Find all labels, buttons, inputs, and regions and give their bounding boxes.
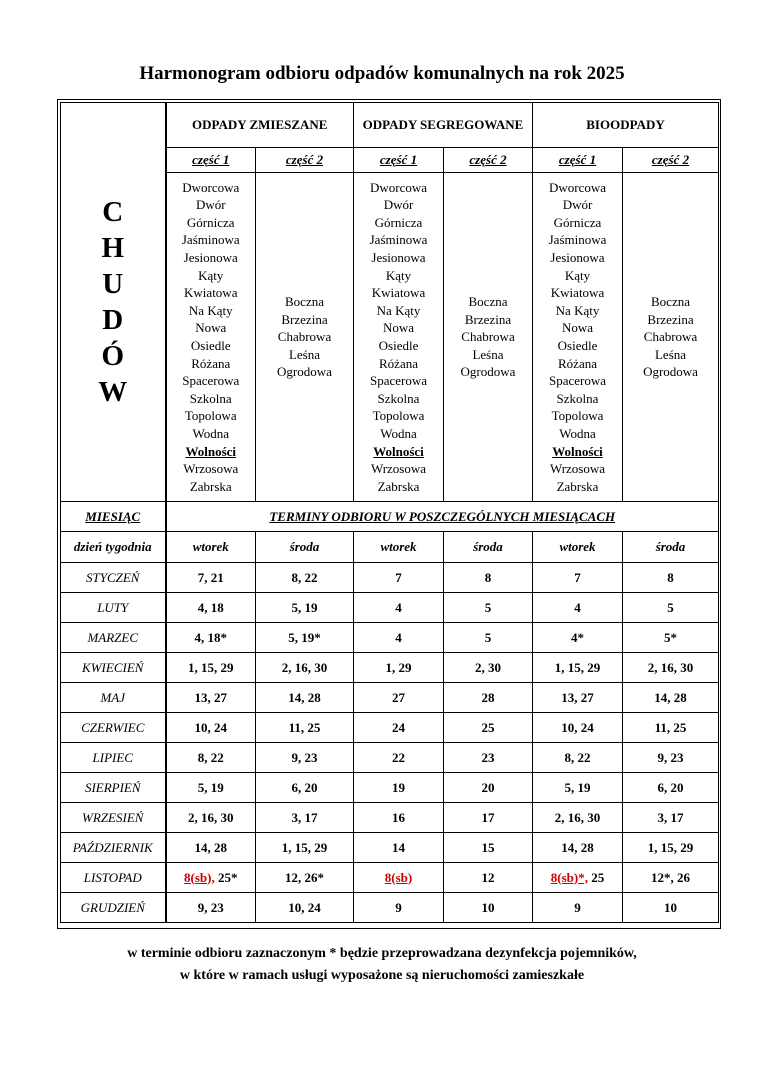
street-name: Chabrowa [643, 329, 698, 345]
street-name: Boczna [468, 294, 508, 310]
streets-part2 [256, 173, 354, 502]
pickup-dates: 2, 16, 30 [166, 803, 256, 833]
pickup-dates: 1, 15, 29 [256, 833, 354, 863]
pickup-dates: 4, 18* [166, 623, 256, 653]
street-name: Spacerowa [548, 373, 607, 389]
streets-part1 [354, 173, 444, 502]
month-row [61, 683, 719, 713]
street-name: Nowa [561, 320, 594, 336]
day-header: dzień tygodnia [61, 532, 166, 563]
pickup-dates-rest: 25* [217, 869, 238, 885]
day-label: wtorek [354, 532, 444, 563]
street-name: Szkolna [556, 390, 599, 406]
month-name: GRUDZIEŃ [61, 893, 166, 923]
street-name: Leśna [288, 346, 321, 362]
street-name: Chabrowa [461, 329, 515, 345]
street-name: Na Kąty [376, 302, 421, 318]
street-name: Jesionowa [183, 250, 238, 266]
category-bio: BIOODPADY [533, 103, 719, 148]
street-name: Leśna [654, 346, 687, 362]
street-name: Kąty [385, 267, 412, 283]
month-name: WRZESIEŃ [61, 803, 166, 833]
pickup-dates: 10, 24 [533, 713, 623, 743]
saturday-date: 8(sb), [184, 869, 215, 885]
pickup-dates: 5 [444, 623, 533, 653]
street-name: Ogrodowa [643, 364, 698, 380]
street-name: Kwiatowa [550, 285, 605, 301]
street-name: Dworcowa [548, 179, 607, 195]
street-name: Szkolna [189, 390, 232, 406]
street-name: Kwiatowa [371, 285, 426, 301]
pickup-dates: 6, 20 [256, 773, 354, 803]
street-name: Wodna [380, 425, 417, 441]
document-title: Harmonogram odbioru odpadów komunalnych na rok 2025 [139, 63, 625, 84]
street-name: Nowa [382, 320, 415, 336]
street-name: Ogrodowa [460, 364, 516, 380]
pickup-dates: 24 [354, 713, 444, 743]
town-letter: U [102, 268, 124, 300]
note-line-2: w które w ramach usługi wyposażone są nieruchomości zamieszkałe [179, 968, 585, 983]
street-name: Nowa [195, 320, 227, 336]
pickup-dates: 16 [354, 803, 444, 833]
pickup-dates: 9 [354, 893, 444, 923]
street-name: Jaśminowa [548, 232, 607, 248]
pickup-dates: 14, 28 [166, 833, 256, 863]
pickup-dates: 5 [444, 593, 533, 623]
pickup-dates-rest: 25 [591, 869, 605, 885]
streets-part1 [166, 173, 256, 502]
street-name: Topolowa [372, 408, 425, 424]
pickup-dates: 25 [444, 713, 533, 743]
month-name: STYCZEŃ [61, 563, 166, 593]
street-name: Osiedle [557, 338, 598, 353]
street-name: Dworcowa [182, 179, 240, 195]
category-segregated: ODPADY SEGREGOWANE [354, 103, 533, 148]
month-row [61, 773, 719, 803]
pickup-dates: 10 [444, 893, 533, 923]
pickup-dates: 19 [354, 773, 444, 803]
pickup-dates: 9, 23 [256, 743, 354, 773]
street-name: Zabrska [556, 478, 599, 494]
month-row [61, 593, 719, 623]
month-row [61, 563, 719, 593]
pickup-dates: 3, 17 [256, 803, 354, 833]
month-name: LUTY [61, 593, 166, 623]
part-label: część 2 [623, 148, 719, 173]
pickup-dates: 4 [354, 623, 444, 653]
month-name: KWIECIEŃ [61, 653, 166, 683]
pickup-dates: 20 [444, 773, 533, 803]
street-name: Górnicza [553, 214, 602, 230]
street-name: Brzezina [647, 311, 694, 327]
street-name: Różana [191, 355, 231, 371]
pickup-dates: 23 [444, 743, 533, 773]
street-name: Wrzosowa [183, 461, 239, 477]
month-header: MIESIĄC [61, 502, 166, 532]
street-name: Różana [379, 355, 418, 371]
pickup-dates: 9, 23 [166, 893, 256, 923]
pickup-dates: 8 [444, 563, 533, 593]
street-name: Wrzosowa [370, 461, 427, 477]
month-row [61, 653, 719, 683]
street-name: Kwiatowa [184, 285, 238, 301]
month-name: LISTOPAD [61, 863, 166, 893]
pickup-dates: 17 [444, 803, 533, 833]
month-name: LIPIEC [61, 743, 166, 773]
pickup-dates: 14, 28 [256, 683, 354, 713]
pickup-dates: 2, 16, 30 [623, 653, 719, 683]
month-name: SIERPIEŃ [61, 773, 166, 803]
month-row [61, 833, 719, 863]
street-name: Wodna [559, 425, 596, 441]
street-name: Wolności [373, 443, 424, 459]
town-cell [61, 103, 166, 502]
pickup-dates: 4, 18 [166, 593, 256, 623]
pickup-dates: 14, 28 [623, 683, 719, 713]
street-name: Wolności [552, 443, 603, 459]
street-name: Dwór [562, 197, 593, 213]
pickup-dates: 22 [354, 743, 444, 773]
pickup-dates: 10, 24 [256, 893, 354, 923]
pickup-dates: 8, 22 [533, 743, 623, 773]
street-name: Wrzosowa [549, 461, 606, 477]
day-label: środa [256, 532, 354, 563]
pickup-dates: 4 [533, 593, 623, 623]
terms-header: TERMINY ODBIORU W POSZCZEGÓLNYCH MIESIĄCACH [166, 502, 719, 532]
street-name: Osiedle [190, 338, 231, 353]
street-name: Topolowa [551, 408, 604, 424]
street-name: Zabrska [189, 478, 232, 494]
streets-part1 [533, 173, 623, 502]
street-name: Brzezina [281, 311, 328, 327]
street-name: Różana [558, 355, 597, 371]
part-label: część 1 [354, 148, 444, 173]
pickup-dates: 1, 15, 29 [623, 833, 719, 863]
pickup-dates: 13, 27 [533, 683, 623, 713]
street-name: Kąty [198, 267, 224, 283]
note-line-1: w terminie odbioru zaznaczonym * będzie przeprowadzana dezynfekcja pojemników, [127, 946, 637, 961]
month-row [61, 803, 719, 833]
pickup-dates: 14, 28 [533, 833, 623, 863]
street-name: Górnicza [186, 214, 235, 230]
pickup-dates: 28 [444, 683, 533, 713]
town-letters [61, 194, 165, 410]
street-name: Zabrska [377, 478, 420, 494]
pickup-dates: 8 [623, 563, 719, 593]
streets-part2 [623, 173, 719, 502]
month-row [61, 713, 719, 743]
street-name: Topolowa [184, 408, 237, 424]
day-label: wtorek [533, 532, 623, 563]
street-name: Jesionowa [550, 250, 605, 266]
pickup-dates: 13, 27 [166, 683, 256, 713]
pickup-dates [166, 863, 256, 893]
pickup-dates: 11, 25 [256, 713, 354, 743]
part-label: część 1 [533, 148, 623, 173]
month-row [61, 893, 719, 923]
month-name: CZERWIEC [61, 713, 166, 743]
month-row [61, 623, 719, 653]
street-name: Dwór [383, 197, 414, 213]
pickup-dates: 2, 16, 30 [256, 653, 354, 683]
pickup-dates: 1, 29 [354, 653, 444, 683]
street-name: Szkolna [377, 390, 420, 406]
month-name: MAJ [61, 683, 166, 713]
pickup-dates [533, 863, 623, 893]
town-letter: C [102, 196, 124, 228]
pickup-dates: 8, 22 [166, 743, 256, 773]
pickup-dates: 14 [354, 833, 444, 863]
pickup-dates: 11, 25 [623, 713, 719, 743]
pickup-dates: 3, 17 [623, 803, 719, 833]
pickup-dates: 7 [354, 563, 444, 593]
street-name: Chabrowa [277, 329, 332, 345]
saturday-date: 8(sb)*, [550, 869, 588, 885]
pickup-dates: 2, 16, 30 [533, 803, 623, 833]
month-name: MARZEC [61, 623, 166, 653]
street-name: Kąty [564, 267, 591, 283]
pickup-dates: 4* [533, 623, 623, 653]
pickup-dates: 5, 19 [533, 773, 623, 803]
pickup-dates: 9 [533, 893, 623, 923]
street-name: Ogrodowa [277, 364, 332, 380]
month-row [61, 863, 719, 893]
pickup-dates: 7 [533, 563, 623, 593]
street-name: Wolności [185, 443, 237, 459]
month-name: PAŹDZIERNIK [61, 833, 166, 863]
pickup-dates: 6, 20 [623, 773, 719, 803]
day-label: wtorek [166, 532, 256, 563]
part-label: część 2 [444, 148, 533, 173]
street-name: Spacerowa [182, 373, 240, 389]
pickup-dates: 2, 30 [444, 653, 533, 683]
category-mixed: ODPADY ZMIESZANE [166, 103, 354, 148]
street-name: Leśna [472, 346, 504, 362]
street-name: Górnicza [374, 214, 423, 230]
pickup-dates: 10 [623, 893, 719, 923]
pickup-dates: 9, 23 [623, 743, 719, 773]
street-name: Boczna [651, 294, 690, 310]
town-letter: D [102, 304, 124, 336]
pickup-dates: 12, 26* [256, 863, 354, 893]
part-label: część 1 [166, 148, 256, 173]
town-letter: H [101, 232, 125, 264]
pickup-dates: 5, 19 [256, 593, 354, 623]
street-name: Dworcowa [369, 179, 428, 195]
schedule-table [60, 102, 719, 923]
pickup-dates: 12*, 26 [623, 863, 719, 893]
street-name: Jaśminowa [369, 232, 428, 248]
pickup-dates: 5, 19* [256, 623, 354, 653]
pickup-dates: 12 [444, 863, 533, 893]
streets-part2 [444, 173, 533, 502]
street-name: Wodna [192, 425, 229, 441]
street-name: Brzezina [464, 311, 512, 327]
pickup-dates: 1, 15, 29 [533, 653, 623, 683]
day-label: środa [444, 532, 533, 563]
street-name: Spacerowa [369, 373, 428, 389]
street-name: Dwór [195, 197, 226, 213]
pickup-dates [354, 863, 444, 893]
street-name: Boczna [285, 294, 324, 310]
saturday-date: 8(sb) [384, 869, 413, 885]
street-name: Na Kąty [555, 302, 600, 318]
pickup-dates: 5* [623, 623, 719, 653]
pickup-dates: 5, 19 [166, 773, 256, 803]
pickup-dates: 7, 21 [166, 563, 256, 593]
street-name: Osiedle [378, 338, 419, 353]
pickup-dates: 8, 22 [256, 563, 354, 593]
town-letter: Ó [101, 340, 125, 372]
pickup-dates: 5 [623, 593, 719, 623]
street-name: Jaśminowa [181, 232, 240, 248]
street-name: Na Kąty [188, 302, 233, 318]
part-label: część 2 [256, 148, 354, 173]
day-label: środa [623, 532, 719, 563]
pickup-dates: 27 [354, 683, 444, 713]
month-row [61, 743, 719, 773]
pickup-dates: 1, 15, 29 [166, 653, 256, 683]
pickup-dates: 15 [444, 833, 533, 863]
town-letter: W [98, 376, 128, 408]
pickup-dates: 10, 24 [166, 713, 256, 743]
street-name: Jesionowa [371, 250, 426, 266]
pickup-dates: 4 [354, 593, 444, 623]
